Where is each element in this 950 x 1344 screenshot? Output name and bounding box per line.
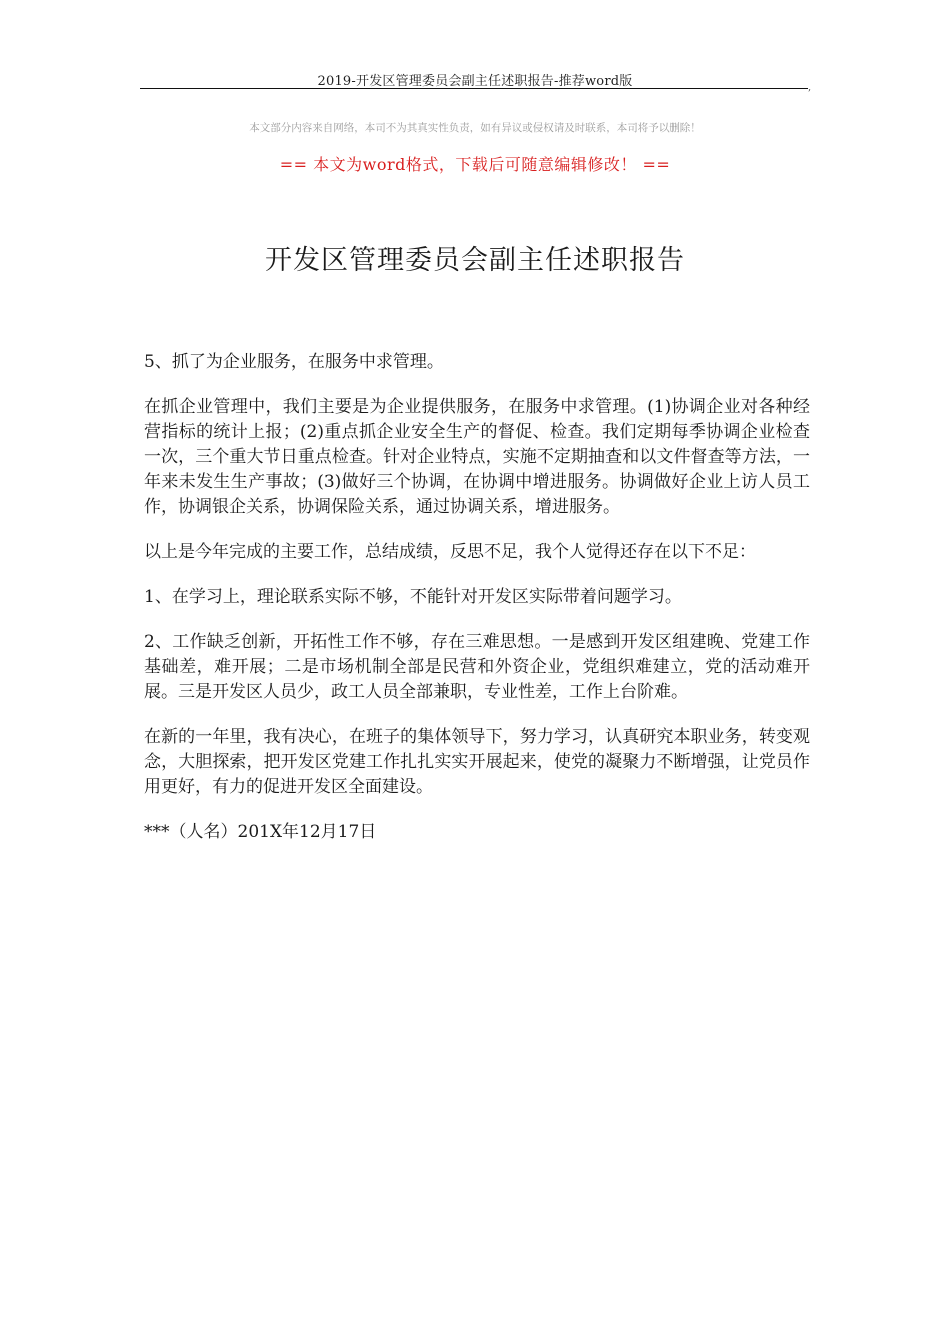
running-header: 2019-开发区管理委员会副主任述职报告-推荐word版 (317, 74, 633, 89)
paragraph: 以上是今年完成的主要工作，总结成绩，反思不足，我个人觉得还存在以下不足： (144, 542, 756, 562)
paragraph: 在抓企业管理中，我们主要是为企业提供服务，在服务中求管理。(1)协调企业对各种经营指标的统计上报；(2)重点抓企业安全生产的督促、检查。我们定期每季协调企业检查一次，三个重大节日重点检查。针对企业特点，实施不定期抽查和以文件督查等方法，一年来未发生生产事故；(3)做好三个协调，在协调中增进服务。协调做好企业上访人员工作，协调银企关系，协调保险关系，通过协调关系，增进服务。 (144, 397, 810, 517)
disclaimer-text: 本文部分内容来自网络，本司不为其真实性负责，如有异议或侵权请及时联系，本司将予以删除！ (249, 122, 701, 134)
signature-line: ***（人名）201X年12月17日 (144, 822, 377, 842)
document-title: 开发区管理委员会副主任述职报告 (265, 245, 685, 276)
paragraph: 1、在学习上，理论联系实际不够，不能针对开发区实际带着问题学习。 (144, 587, 682, 607)
paragraph: 2、工作缺乏创新，开拓性工作不够，存在三难思想。一是感到开发区组建晚、党建工作基础差，难开展；二是市场机制全部是民营和外资企业，党组织难建立，党的活动难开展。三是开发区人员少，政工人员全部兼职，专业性差，工作上台阶难。 (144, 632, 810, 702)
paragraph: 5、抓了为企业服务，在服务中求管理。 (144, 352, 444, 372)
editable-notice: == 本文为word格式，下载后可随意编辑修改！ == (279, 155, 671, 174)
header-rule (140, 88, 808, 89)
document-body (144, 350, 810, 865)
header-mark: , (808, 82, 812, 93)
paragraph: 在新的一年里，我有决心，在班子的集体领导下，努力学习，认真研究本职业务，转变观念，大胆探索，把开发区党建工作扎扎实实开展起来，使党的凝聚力不断增强，让党员作用更好，有力的促进开发区全面建设。 (144, 727, 810, 797)
